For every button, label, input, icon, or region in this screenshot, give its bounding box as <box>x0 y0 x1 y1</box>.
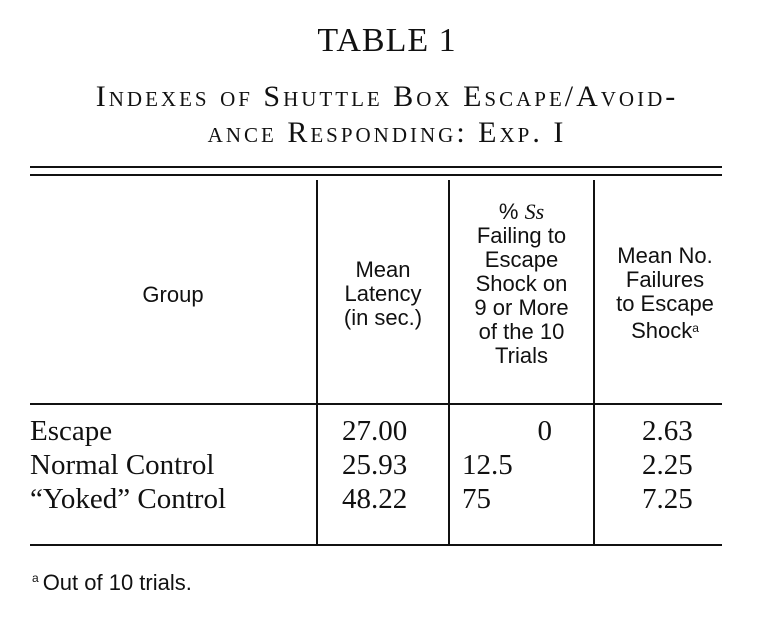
table-row <box>30 448 730 482</box>
header-pct-line: Escape <box>484 247 559 272</box>
header-latency-line: (in sec.) <box>343 305 423 330</box>
cell-percent: 0 <box>537 415 552 447</box>
table-number: TABLE 1 <box>317 22 457 59</box>
cell-latency: 25.93 <box>342 449 408 481</box>
header-pct-line: Shock on <box>475 271 568 296</box>
header-mean-failures <box>595 244 735 343</box>
header-mean-latency <box>318 258 448 330</box>
header-latency-line: Mean <box>355 257 411 282</box>
header-failures-line <box>595 316 735 343</box>
cell-percent: 75 <box>462 483 491 515</box>
header-pct-ss: Ss <box>524 199 545 224</box>
table-row <box>30 482 730 516</box>
header-failures-line: to Escape <box>616 291 714 316</box>
header-pct-line <box>450 200 593 224</box>
table-footnote <box>32 570 192 596</box>
header-failures-line: Failures <box>625 267 705 292</box>
header-failures-line: Mean No. <box>617 243 713 268</box>
header-latency-line: Latency <box>344 281 422 306</box>
bottom-rule <box>30 544 722 546</box>
cell-group: Normal Control <box>30 449 215 481</box>
table-title-line-2: ance Responding: Exp. I <box>207 116 567 149</box>
header-failures-shock: Shock <box>631 318 693 343</box>
cell-group: “Yoked” Control <box>30 483 227 515</box>
header-pct-line: 9 or More <box>474 295 569 320</box>
top-rule-inner <box>30 174 722 176</box>
header-divider <box>30 403 722 405</box>
top-rule <box>30 166 722 168</box>
footnote-mark: a <box>692 321 699 335</box>
cell-percent: 12.5 <box>462 449 513 481</box>
header-pct-line: Trials <box>495 343 548 368</box>
footnote-text: Out of 10 trials. <box>42 570 192 595</box>
header-pct-prefix: % <box>498 199 525 224</box>
cell-group: Escape <box>30 415 113 447</box>
cell-failures: 2.25 <box>642 449 693 481</box>
table-row <box>30 414 730 448</box>
table-title-line-1: Indexes of Shuttle Box Escape/Avoid- <box>95 80 679 113</box>
footnote-mark: a <box>32 571 39 585</box>
header-percent-failing <box>450 200 593 368</box>
cell-failures: 2.63 <box>642 415 693 447</box>
header-pct-line: Failing to <box>476 223 567 248</box>
header-group: Group <box>142 282 204 307</box>
cell-latency: 48.22 <box>342 483 408 515</box>
cell-failures: 7.25 <box>642 483 693 515</box>
cell-latency: 27.00 <box>342 415 408 447</box>
header-pct-line: of the 10 <box>478 319 565 344</box>
